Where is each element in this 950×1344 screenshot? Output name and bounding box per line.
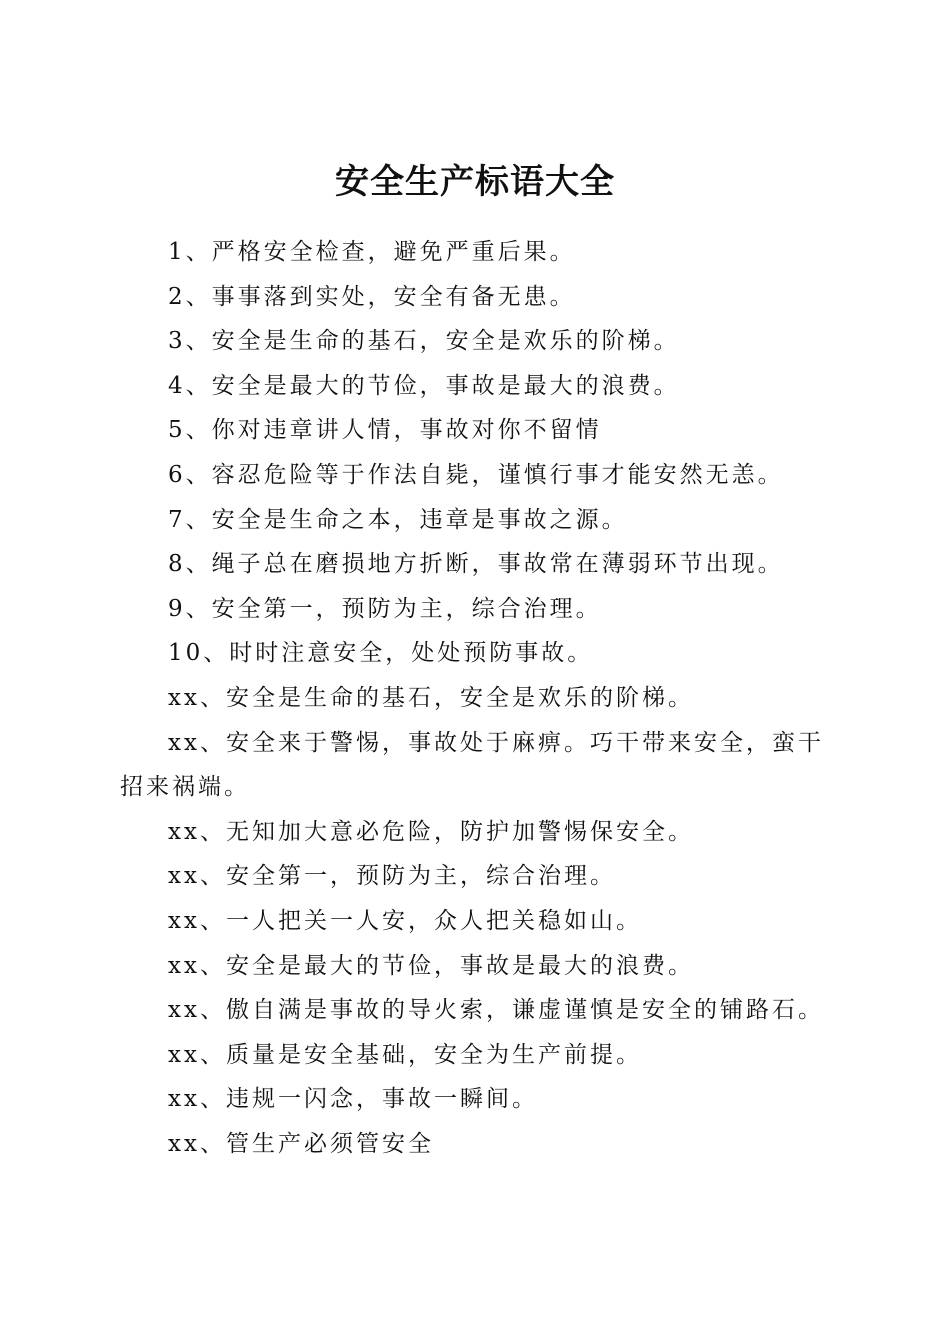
slogan-list bbox=[120, 230, 825, 1166]
list-item: xx、违规一闪念，事故一瞬间。 bbox=[168, 1086, 538, 1113]
page-title: 安全生产标语大全 bbox=[335, 161, 615, 202]
list-item: 1、严格安全检查，避免严重后果。 bbox=[168, 239, 576, 265]
list-item: xx、质量是安全基础，安全为生产前提。 bbox=[168, 1041, 642, 1068]
list-item: 8、绳子总在磨损地方折断，事故常在薄弱环节出现。 bbox=[168, 551, 784, 578]
list-item: 7、安全是生命之本，违章是事故之源。 bbox=[168, 506, 628, 533]
list-item: 3、安全是生命的基石，安全是欢乐的阶梯。 bbox=[168, 328, 680, 355]
list-item: 2、事事落到实处，安全有备无患。 bbox=[168, 283, 576, 310]
list-item: xx、安全来于警惕，事故处于麻痹。巧干带来安全，蛮干招来祸端。 bbox=[120, 729, 824, 801]
list-item: 6、容忍危险等于作法自毙，谨慎行事才能安然无恙。 bbox=[168, 461, 784, 488]
list-item: 10、时时注意安全，处处预防事故。 bbox=[168, 640, 594, 667]
list-item: xx、无知加大意必危险，防护加警惕保安全。 bbox=[168, 818, 694, 845]
list-item: xx、傲自满是事故的导火索，谦虚谨慎是安全的铺路石。 bbox=[168, 997, 824, 1024]
list-item: xx、安全第一，预防为主，综合治理。 bbox=[168, 863, 616, 890]
list-item: xx、安全是生命的基石，安全是欢乐的阶梯。 bbox=[168, 684, 694, 711]
list-item: 5、你对违章讲人情，事故对你不留情 bbox=[168, 417, 602, 444]
list-item: xx、管生产必须管安全 bbox=[168, 1130, 434, 1157]
list-item: 9、安全第一，预防为主，综合治理。 bbox=[168, 595, 602, 622]
list-item: 4、安全是最大的节俭，事故是最大的浪费。 bbox=[168, 372, 680, 399]
list-item: xx、安全是最大的节俭，事故是最大的浪费。 bbox=[168, 952, 694, 979]
list-item: xx、一人把关一人安，众人把关稳如山。 bbox=[168, 907, 642, 934]
